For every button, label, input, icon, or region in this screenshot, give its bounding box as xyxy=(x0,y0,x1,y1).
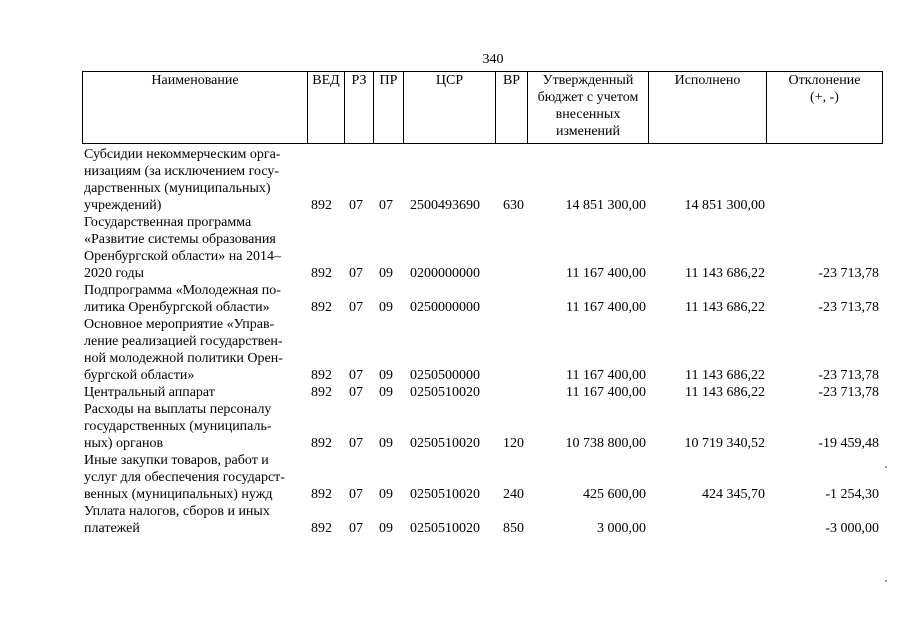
row-rz: 07 xyxy=(349,436,363,451)
row-pr: 09 xyxy=(379,385,393,400)
row-vr: 630 xyxy=(503,198,524,213)
header-deviation-line: (+, -) xyxy=(810,90,839,105)
row-csr: 0250510020 xyxy=(410,436,480,451)
header-budget-line: бюджет с учетом xyxy=(537,90,639,105)
row-ved: 892 xyxy=(311,385,332,400)
row-name xyxy=(84,214,304,282)
row-pr: 09 xyxy=(379,266,393,281)
row-name-line: платежей xyxy=(84,521,140,536)
row-executed: 11 143 686,22 xyxy=(685,368,765,383)
row-csr: 0250510020 xyxy=(410,385,480,400)
page-number: 340 xyxy=(482,52,504,67)
row-executed: 14 851 300,00 xyxy=(684,198,765,213)
row-ved: 892 xyxy=(311,521,332,536)
row-ved: 892 xyxy=(311,300,332,315)
row-csr: 0250510020 xyxy=(410,487,480,502)
row-name xyxy=(84,401,304,452)
row-name-line: литика Оренбургской области» xyxy=(84,300,270,315)
row-name-line: государственных (муниципаль- xyxy=(84,419,272,434)
row-pr: 09 xyxy=(379,521,393,536)
row-name-line: Оренбургской области» на 2014– xyxy=(84,249,281,264)
row-name-line: «Развитие системы образования xyxy=(84,232,276,247)
row-vr: 120 xyxy=(503,436,524,451)
row-csr: 0250510020 xyxy=(410,521,480,536)
header-budget-line: изменений xyxy=(555,124,621,139)
row-ved: 892 xyxy=(311,198,332,213)
header-name: Наименование xyxy=(83,72,308,144)
row-name-line: Государственная программа xyxy=(84,215,252,230)
row-ved: 892 xyxy=(311,487,332,502)
row-executed: 11 143 686,22 xyxy=(685,385,765,400)
row-budget: 11 167 400,00 xyxy=(566,300,646,315)
row-deviation: -23 713,78 xyxy=(818,300,879,315)
row-name-line: низациям (за исключением госу- xyxy=(84,164,280,179)
row-pr: 09 xyxy=(379,436,393,451)
header-pr: ПР xyxy=(374,72,404,144)
row-name-line: услуг для обеспечения государст- xyxy=(84,470,285,485)
row-executed: 10 719 340,52 xyxy=(684,436,765,451)
row-name-line: ной молодежной политики Орен- xyxy=(84,351,283,366)
row-name xyxy=(84,146,304,214)
row-pr: 07 xyxy=(379,198,393,213)
row-vr: 850 xyxy=(503,521,524,536)
row-name xyxy=(84,282,304,316)
row-deviation: -23 713,78 xyxy=(818,266,879,281)
row-rz: 07 xyxy=(349,368,363,383)
row-name-line: бургской области» xyxy=(84,368,195,383)
header-rz: РЗ xyxy=(345,72,374,144)
row-name-line: Подпрограмма «Молодежная по- xyxy=(84,283,281,298)
header-vr: ВР xyxy=(496,72,528,144)
row-vr: 240 xyxy=(503,487,524,502)
row-name xyxy=(84,503,304,537)
header-budget-line: Утвержденный xyxy=(542,73,634,88)
row-budget: 11 167 400,00 xyxy=(566,266,646,281)
row-executed: 11 143 686,22 xyxy=(685,300,765,315)
row-pr: 09 xyxy=(379,368,393,383)
row-name-line: дарственных (муниципальных) xyxy=(84,181,271,196)
row-name-line: Уплата налогов, сборов и иных xyxy=(84,504,270,519)
row-budget: 10 738 800,00 xyxy=(565,436,646,451)
row-budget: 3 000,00 xyxy=(597,521,646,536)
row-budget: 11 167 400,00 xyxy=(566,385,646,400)
row-name xyxy=(84,316,304,384)
scan-speck xyxy=(885,466,887,468)
row-ved: 892 xyxy=(311,368,332,383)
row-name-line: венных (муниципальных) нужд xyxy=(84,487,273,502)
row-ved: 892 xyxy=(311,266,332,281)
header-ved: ВЕД xyxy=(308,72,345,144)
row-name-line: 2020 годы xyxy=(84,266,145,281)
row-csr: 0250500000 xyxy=(410,368,480,383)
header-budget-line: внесенных xyxy=(555,107,621,122)
row-name xyxy=(84,384,304,401)
row-rz: 07 xyxy=(349,385,363,400)
row-name-line: Иные закупки товаров, работ и xyxy=(84,453,269,468)
scan-speck xyxy=(885,580,887,582)
row-executed: 11 143 686,22 xyxy=(685,266,765,281)
row-budget: 11 167 400,00 xyxy=(566,368,646,383)
row-pr: 09 xyxy=(379,300,393,315)
row-csr: 2500493690 xyxy=(410,198,480,213)
row-ved: 892 xyxy=(311,436,332,451)
row-rz: 07 xyxy=(349,198,363,213)
row-name-line: учреждений) xyxy=(84,198,162,213)
row-name xyxy=(84,452,304,503)
row-rz: 07 xyxy=(349,266,363,281)
row-budget: 425 600,00 xyxy=(583,487,646,502)
row-name-line: ных) органов xyxy=(84,436,164,451)
header-csr: ЦСР xyxy=(404,72,496,144)
row-name-line: Расходы на выплаты персоналу xyxy=(84,402,272,417)
row-deviation: -23 713,78 xyxy=(818,368,879,383)
row-deviation: -23 713,78 xyxy=(818,385,879,400)
row-deviation: -19 459,48 xyxy=(818,436,879,451)
row-rz: 07 xyxy=(349,487,363,502)
row-rz: 07 xyxy=(349,300,363,315)
header-deviation-line: Отклонение xyxy=(788,73,861,88)
row-pr: 09 xyxy=(379,487,393,502)
row-csr: 0250000000 xyxy=(410,300,480,315)
row-name-line: Центральный аппарат xyxy=(84,385,215,400)
row-deviation: -3 000,00 xyxy=(825,521,879,536)
row-rz: 07 xyxy=(349,521,363,536)
row-name-line: Субсидии некоммерческим орга- xyxy=(84,147,281,162)
row-name-line: Основное мероприятие «Управ- xyxy=(84,317,275,332)
row-executed: 424 345,70 xyxy=(702,487,765,502)
row-deviation: -1 254,30 xyxy=(825,487,879,502)
row-budget: 14 851 300,00 xyxy=(565,198,646,213)
row-csr: 0200000000 xyxy=(410,266,480,281)
header-executed: Исполнено xyxy=(649,72,767,144)
row-name-line: ление реализацией государствен- xyxy=(84,334,283,349)
